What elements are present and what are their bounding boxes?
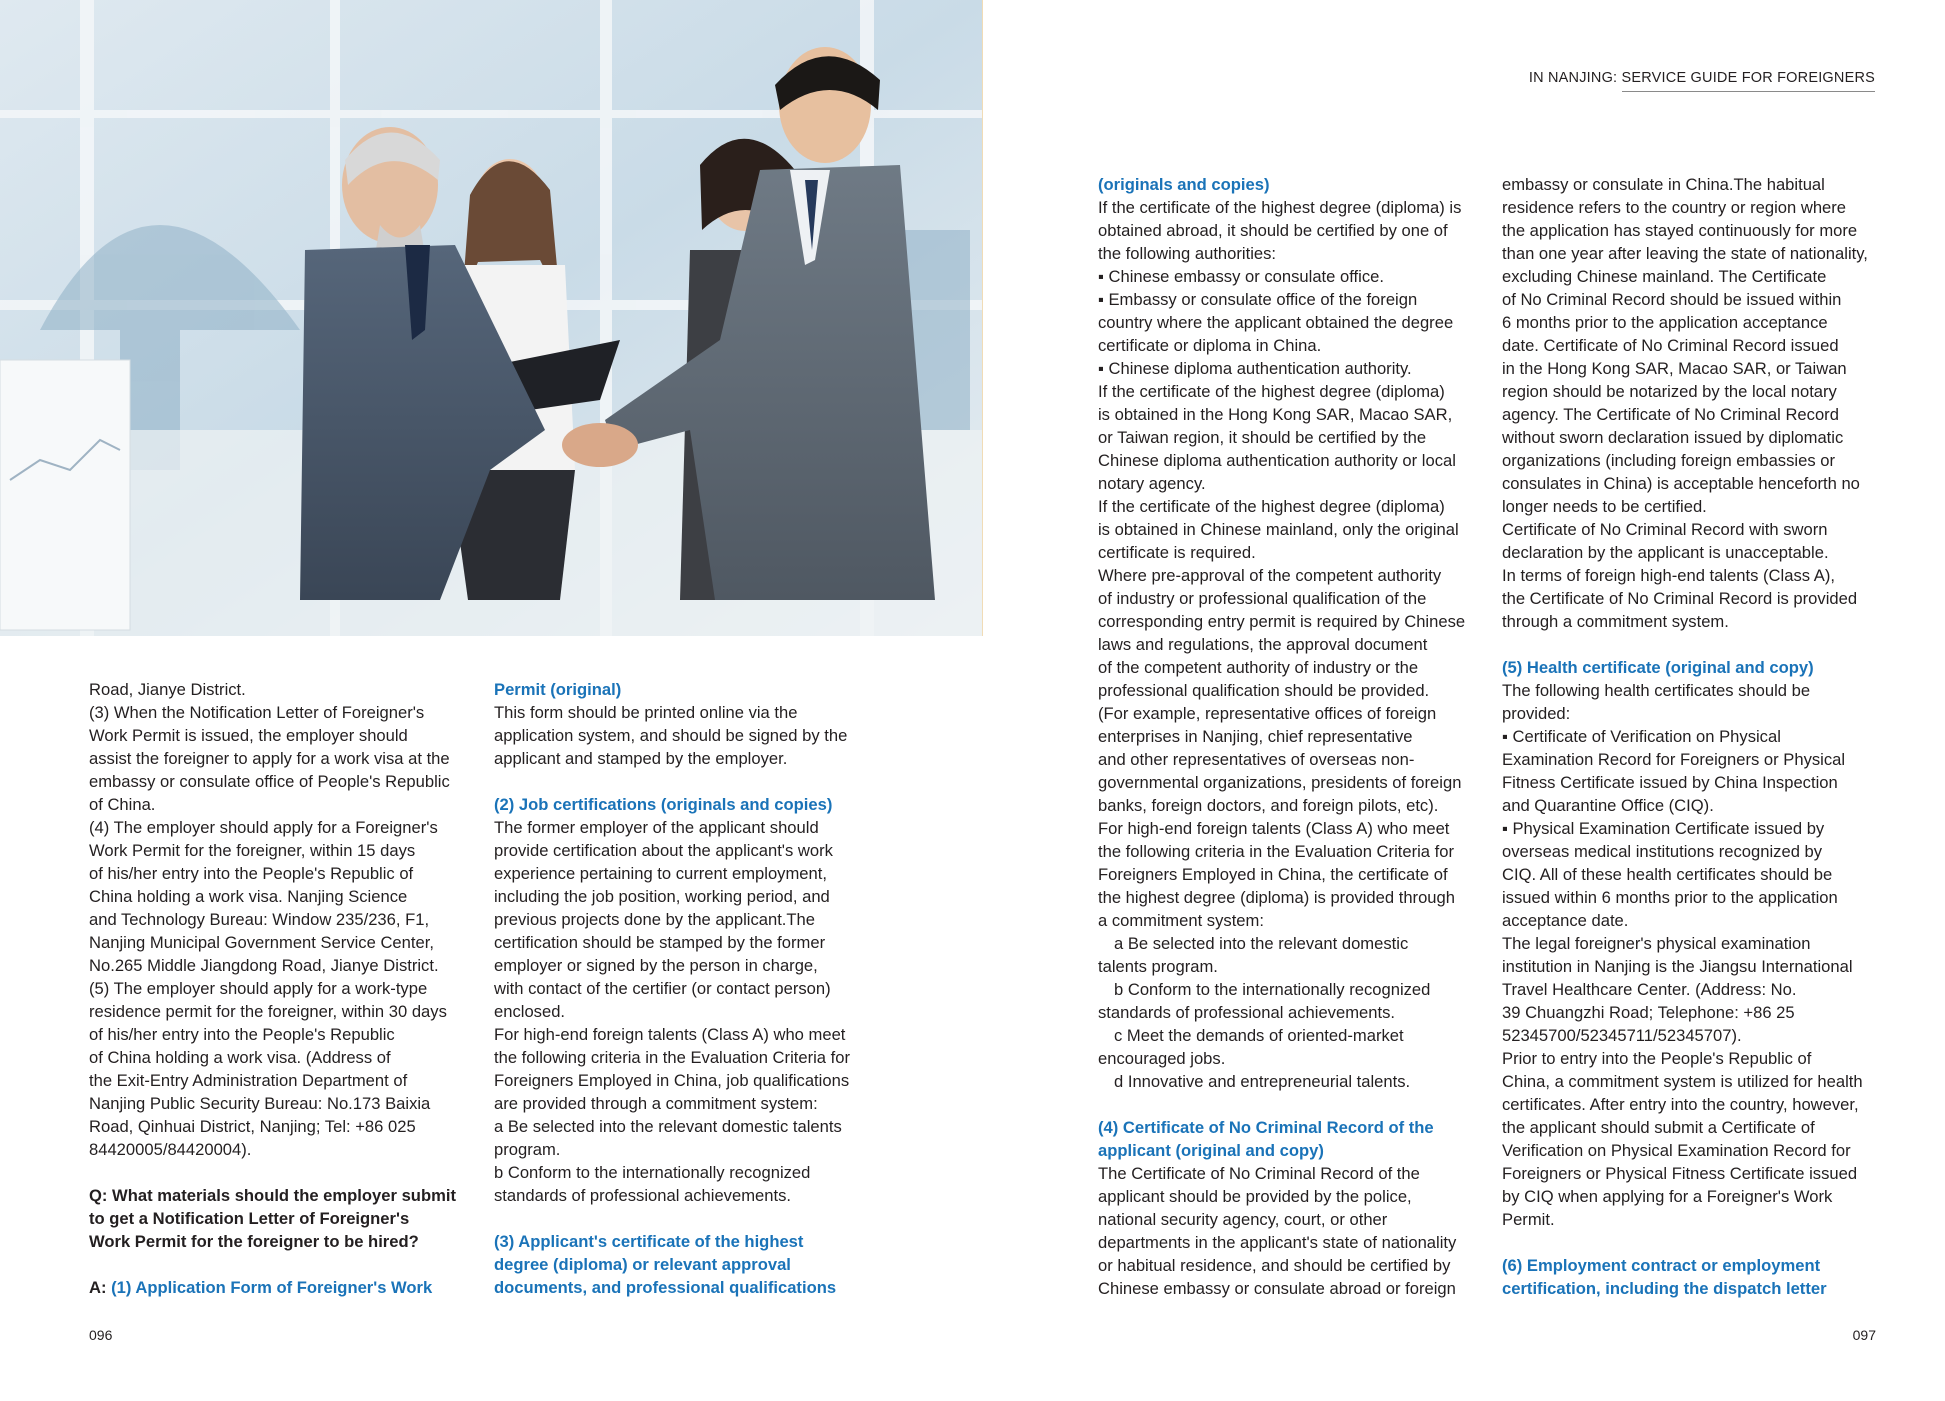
body-text-line: If the certificate of the highest degree (diploma) [1098,497,1445,516]
section-heading-5: (5) Health certificate (original and copy) [1502,658,1814,677]
body-text-line: 6 months prior to the application acceptance [1502,313,1828,332]
body-text-line: application system, and should be signed by the [494,726,848,745]
body-text-line: certificate is required. [1098,543,1256,562]
body-text-line: is obtained in Chinese mainland, only the original [1098,520,1459,539]
body-text-line: banks, foreign doctors, and foreign pilots, etc). [1098,796,1439,815]
list-item: c Meet the demands of oriented-market [1114,1026,1404,1045]
body-text-line: laws and regulations, the approval document [1098,635,1428,654]
body-text-line: the application has stayed continuously for more [1502,221,1858,240]
running-header [1529,70,1875,86]
body-text-line: without sworn declaration issued by diplomatic [1502,428,1844,447]
body-text-line: certificates. After entry into the country, however, [1502,1095,1859,1114]
body-text-line: (3) When the Notification Letter of Foreigner's [89,703,425,722]
body-text-line: Chinese diploma authentication authority or local [1098,451,1456,470]
body-text-line: date. Certificate of No Criminal Record issued [1502,336,1839,355]
left-page-column-2 [494,678,884,1299]
body-text-line: (5) The employer should apply for a work-type [89,979,428,998]
body-text-line: Foreigners or Physical Fitness Certificate issued [1502,1164,1858,1183]
body-text-line: ▪ Chinese diploma authentication authority. [1098,359,1412,378]
question-line: Work Permit for the foreigner to be hired? [89,1232,419,1251]
body-text-line: agency. The Certificate of No Criminal Record [1502,405,1839,424]
body-text-line: employer or signed by the person in charge, [494,956,818,975]
answer-prefix: A: [89,1278,107,1297]
body-text-line: overseas medical institutions recognized by [1502,842,1823,861]
body-text-line: The following health certificates should be [1502,681,1811,700]
body-text-line: (For example, representative offices of foreign [1098,704,1437,723]
body-text-line: of No Criminal Record should be issued within [1502,290,1842,309]
header-prefix: IN NANJING: [1528,70,1618,86]
body-text-line: Nanjing Public Security Bureau: No.173 Baixia [89,1094,431,1113]
body-text-line: region should be notarized by the local notary [1502,382,1837,401]
body-text-line: applicant should be provided by the police, [1098,1187,1412,1206]
body-text-line: consulates in China) is acceptable henceforth no [1502,474,1860,493]
heading-line: applicant (original and copy) [1098,1141,1324,1160]
body-text-line: of China holding a work visa. (Address of [89,1048,391,1067]
heading-line: (6) Employment contract or employment [1502,1256,1821,1275]
body-text-line: and other representatives of overseas non- [1098,750,1415,769]
body-text-line: The Certificate of No Criminal Record of the [1098,1164,1420,1183]
heading-line: degree (diploma) or relevant approval [494,1255,791,1274]
list-item: standards of professional achievements. [1098,1003,1396,1022]
body-text-line: experience pertaining to current employment, [494,864,827,883]
body-text-line: Work Permit is issued, the employer should [89,726,408,745]
section-heading-1: (1) Application Form of Foreigner's Work [111,1278,433,1297]
body-text-line: Certificate of No Criminal Record with sworn [1502,520,1828,539]
body-text-line: issued within 6 months prior to the application [1502,888,1838,907]
section-heading-6 [1502,1254,1887,1300]
body-text-line: If the certificate of the highest degree (diploma) is [1098,198,1462,217]
body-text-line: of China. [89,795,156,814]
body-text-line: Travel Healthcare Center. (Address: No. [1502,980,1797,999]
body-text-line: the Certificate of No Criminal Record is provided [1502,589,1858,608]
body-text-line: a Be selected into the relevant domestic talents [494,1117,842,1136]
page-number-left: 096 [89,1327,113,1343]
body-text-line: of the competent authority of industry or the [1098,658,1419,677]
body-text-line: of his/her entry into the People's Republic [89,1025,395,1044]
body-text-line: CIQ. All of these health certificates should be [1502,865,1833,884]
body-text-line: For high-end foreign talents (Class A) who meet [494,1025,846,1044]
body-text-line: enterprises in Nanjing, chief representative [1098,727,1413,746]
body-text-line: the Exit-Entry Administration Department of [89,1071,408,1090]
body-text-line: institution in Nanjing is the Jiangsu International [1502,957,1853,976]
body-text-line: national security agency, court, or other [1098,1210,1388,1229]
list-item: talents program. [1098,957,1218,976]
section-heading-1-continued: Permit (original) [494,680,622,699]
body-text-line: excluding Chinese mainland. The Certificate [1502,267,1827,286]
list-item: a Be selected into the relevant domestic [1114,934,1409,953]
body-text-line: For high-end foreign talents (Class A) who meet [1098,819,1450,838]
body-text-line: 84420005/84420004). [89,1140,252,1159]
body-text-line: Examination Record for Foreigners or Physical [1502,750,1846,769]
body-text-line: obtained abroad, it should be certified by one of [1098,221,1448,240]
body-text-line: provided: [1502,704,1571,723]
body-text-line: of his/her entry into the People's Republic of [89,864,414,883]
body-text-line: This form should be printed online via the [494,703,798,722]
body-text-line: program. [494,1140,561,1159]
body-text-line: Foreigners Employed in China, the certificate of [1098,865,1448,884]
body-text-line: previous projects done by the applicant.The [494,910,816,929]
body-text-line: a commitment system: [1098,911,1264,930]
body-text-line: in the Hong Kong SAR, Macao SAR, or Taiwan [1502,359,1847,378]
body-text-line: country where the applicant obtained the degree [1098,313,1454,332]
business-handshake-photo [0,0,983,636]
section-heading-3-continued: (originals and copies) [1098,175,1270,194]
body-text-line: and Technology Bureau: Window 235/236, F1, [89,910,430,929]
header-title: SERVICE GUIDE FOR FOREIGNERS [1622,70,1875,92]
list-item: d Innovative and entrepreneurial talents. [1114,1072,1411,1091]
body-text-line: the applicant should submit a Certificate of [1502,1118,1815,1137]
body-text-line: embassy or consulate in China.The habitual [1502,175,1825,194]
body-text-line: the highest degree (diploma) is provided through [1098,888,1455,907]
body-text-line: longer needs to be certified. [1502,497,1707,516]
body-text-line: by CIQ when applying for a Foreigner's Work [1502,1187,1833,1206]
body-text-line: are provided through a commitment system: [494,1094,818,1113]
list-item: b Conform to the internationally recognized [1114,980,1431,999]
body-text-line: Road, Qinhuai District, Nanjing; Tel: +86 025 [89,1117,416,1136]
right-page-column-1 [1098,173,1493,1300]
body-text-line: 52345700/52345711/52345707). [1502,1026,1742,1045]
body-text-line: ▪ Embassy or consulate office of the foreign [1098,290,1418,309]
section-heading-2: (2) Job certifications (originals and copies) [494,795,833,814]
left-page-column-1 [89,678,474,1299]
heading-line: (3) Applicant's certificate of the highest [494,1232,804,1251]
answer-line [89,1276,474,1299]
body-text-line: residence refers to the country or region where [1502,198,1847,217]
body-text-line: and Quarantine Office (CIQ). [1502,796,1714,815]
body-text-line: through a commitment system. [1502,612,1729,631]
body-text-line: Chinese embassy or consulate abroad or foreign [1098,1279,1456,1298]
body-text-line: the following criteria in the Evaluation Criteria for [1098,842,1455,861]
body-text-line: China, a commitment system is utilized for health [1502,1072,1863,1091]
body-text-line: residence permit for the foreigner, within 30 days [89,1002,447,1021]
body-text-line: 39 Chuangzhi Road; Telephone: +86 25 [1502,1003,1795,1022]
question-line: Q: What materials should the employer submit [89,1186,456,1205]
body-text-line: assist the foreigner to apply for a work visa at the [89,749,450,768]
body-text-line: with contact of the certifier (or contact person) [494,979,831,998]
body-text-line: (4) The employer should apply for a Foreigner's [89,818,438,837]
body-text-line: Foreigners Employed in China, job qualifications [494,1071,850,1090]
body-text-line: acceptance date. [1502,911,1629,930]
body-text-line: professional qualification should be provided. [1098,681,1430,700]
right-page-column-2 [1502,173,1887,1300]
list-item: encouraged jobs. [1098,1049,1226,1068]
body-text-line: organizations (including foreign embassies or [1502,451,1835,470]
body-text-line: b Conform to the internationally recognized [494,1163,811,1182]
heading-line: documents, and professional qualifications [494,1278,837,1297]
body-text-line: including the job position, working period, and [494,887,830,906]
body-text-line: Work Permit for the foreigner, within 15 days [89,841,416,860]
body-text-line: ▪ Chinese embassy or consulate office. [1098,267,1384,286]
body-text-line: Fitness Certificate issued by China Inspection [1502,773,1838,792]
page-number-right: 097 [1852,1327,1876,1343]
heading-line: certification, including the dispatch letter [1502,1279,1827,1298]
body-text-line: The legal foreigner's physical examination [1502,934,1811,953]
question-line: to get a Notification Letter of Foreigner's [89,1209,410,1228]
body-text-line: of industry or professional qualification of the [1098,589,1427,608]
body-text-line: China holding a work visa. Nanjing Science [89,887,408,906]
body-text-line: or habitual residence, and should be certified by [1098,1256,1451,1275]
body-text-line: ▪ Certificate of Verification on Physical [1502,727,1781,746]
body-text-line: the following criteria in the Evaluation Criteria for [494,1048,851,1067]
body-text-line: The former employer of the applicant should [494,818,819,837]
heading-line: (4) Certificate of No Criminal Record of the [1098,1118,1434,1137]
body-text-line: corresponding entry permit is required by Chinese [1098,612,1466,631]
body-text-line: certification should be stamped by the former [494,933,826,952]
body-text-line: the following authorities: [1098,244,1277,263]
body-text-line: provide certification about the applicant's work [494,841,833,860]
body-text-line: In terms of foreign high-end talents (Class A), [1502,566,1835,585]
body-text-line: or Taiwan region, it should be certified by the [1098,428,1427,447]
body-text-line: Permit. [1502,1210,1555,1229]
body-text-line: standards of professional achievements. [494,1186,792,1205]
body-text-line: embassy or consulate office of People's Republic [89,772,450,791]
body-text-line: If the certificate of the highest degree (diploma) [1098,382,1445,401]
body-text-line: declaration by the applicant is unacceptable. [1502,543,1829,562]
body-text-line: notary agency. [1098,474,1206,493]
body-text-line: governmental organizations, presidents of foreign [1098,773,1462,792]
body-text-line: No.265 Middle Jiangdong Road, Jianye District. [89,956,439,975]
body-text-line: Verification on Physical Examination Record for [1502,1141,1851,1160]
body-text-line: than one year after leaving the state of nationality, [1502,244,1868,263]
body-text-line: applicant and stamped by the employer. [494,749,788,768]
body-text-line: is obtained in the Hong Kong SAR, Macao SAR, [1098,405,1453,424]
section-heading-3 [494,1230,884,1299]
body-text-line: Nanjing Municipal Government Service Center, [89,933,434,952]
body-text-line: Where pre-approval of the competent authority [1098,566,1442,585]
body-text-line: Prior to entry into the People's Republic of [1502,1049,1812,1068]
body-text-line: departments in the applicant's state of nationality [1098,1233,1457,1252]
body-text-line: certificate or diploma in China. [1098,336,1322,355]
section-heading-4 [1098,1116,1493,1162]
body-text-line: enclosed. [494,1002,566,1021]
body-text-line: Road, Jianye District. [89,680,246,699]
body-text-line: ▪ Physical Examination Certificate issued by [1502,819,1825,838]
